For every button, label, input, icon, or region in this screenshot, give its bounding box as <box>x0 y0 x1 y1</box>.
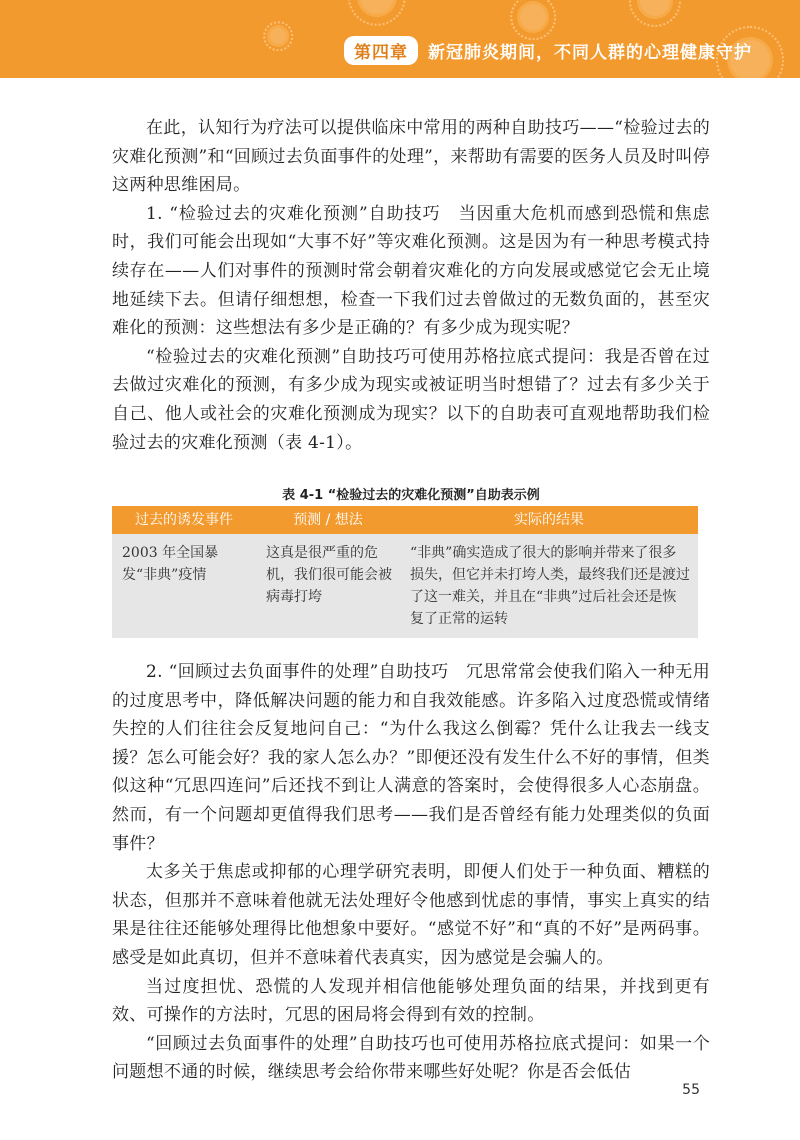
table-caption: 表 4-1 “检验过去的灾难化预测”自助表示例 <box>282 488 540 503</box>
page-number: 55 <box>682 1082 700 1098</box>
table-header-cell: 预测 / 想法 <box>256 506 400 534</box>
table-header-cell: 实际的结果 <box>400 506 698 534</box>
paragraph: 2. “回顾过去负面事件的处理”自助技巧 冗思常常会使我们陷入一种无用的过度思考中，降低解决问题的能力和自我效能感。许多陷入过度恐慌或情绪失控的人们往往会反复地问自己：“为什么我这么倒霉？凭什么让我去一线支援？怎么可能会好？我的家人怎么办？”即便还没有发生什么不好的事情，但类似这种“冗思四连问”后还找不到让人满意的答案时，会使得很多人心态崩盘。然而，有一个问题却更值得我们思考——我们是否曾经有能力处理类似的负面事件？ <box>112 662 710 854</box>
paragraph: 太多关于焦虑或抑郁的心理学研究表明，即便人们处于一种负面、糟糕的状态，但那并不意味着他就无法处理好令他感到忧虑的事情，事实上真实的结果是往往还能够处理得比他想象中要好。“感觉不好”和“真的不好”是两码事。感受是如此真切，但并不意味着代表真实，因为感觉是会骗人的。 <box>112 862 710 968</box>
paragraph: “检验过去的灾难化预测”自助技巧可使用苏格拉底式提问：我是否曾在过去做过灾难化的预测，有多少成为现实或被证明当时想错了？过去有多少关于自己、他人或社会的灾难化预测成为现实？以下的自助表可直观地帮助我们检验过去的灾难化预测（表 4-1）。 <box>112 346 710 453</box>
header-band <box>0 0 800 78</box>
virus-decoration-icon <box>520 4 546 30</box>
table-cell-result: “非典”确实造成了很大的影响并带来了很多损失，但它并未打垮人类，最终我们还是渡过了这一难关，并且在“非典”过后社会还是恢复了正常的运转 <box>400 534 698 638</box>
paragraph: 当过度担忧、恐慌的人发现并相信他能够处理负面的结果，并找到更有效、可操作的方法时，冗思的困局将会得到有效的控制。 <box>112 976 710 1026</box>
paragraph: 1. “检验过去的灾难化预测”自助技巧 当因重大危机而感到恐慌和焦虑时，我们可能会出现如“大事不好”等灾难化预测。这是因为有一种思考模式持续存在——人们对事件的预测时常会朝着灾难化的方向发展或感觉它会无止境地延续下去。但请仔细想想，检查一下我们过去曾做过的无数负面的，甚至灾难化的预测：这些想法有多少是正确的？有多少成为现实呢？ <box>112 203 710 339</box>
chapter-header <box>344 36 752 65</box>
body-text-top <box>112 114 710 457</box>
table-header-row <box>112 506 698 534</box>
self-help-table <box>112 506 698 638</box>
chapter-title: 新冠肺炎期间，不同人群的心理健康守护 <box>428 43 752 63</box>
table-cell-prediction: 这真是很严重的危机，我们很可能会被病毒打垮 <box>256 534 400 638</box>
virus-decoration-icon <box>360 0 394 14</box>
virus-decoration-icon <box>270 28 286 44</box>
table-cell-event: 2003 年全国暴发“非典”疫情 <box>112 534 256 638</box>
paragraph: “回顾过去负面事件的处理”自助技巧也可使用苏格拉底式提问：如果一个问题想不通的时候，继续思考会给你带来哪些好处呢？你是否会低估 <box>112 1033 710 1083</box>
body-text-bottom <box>112 658 710 1087</box>
table-header-cell: 过去的诱发事件 <box>112 506 256 534</box>
chapter-badge: 第四章 <box>344 36 418 65</box>
virus-decoration-icon <box>640 0 670 16</box>
paragraph: 在此，认知行为疗法可以提供临床中常用的两种自助技巧——“检验过去的灾难化预测”和“回顾过去负面事件的处理”，来帮助有需要的医务人员及时叫停这两种思维困局。 <box>112 118 710 196</box>
table-row <box>112 534 698 638</box>
